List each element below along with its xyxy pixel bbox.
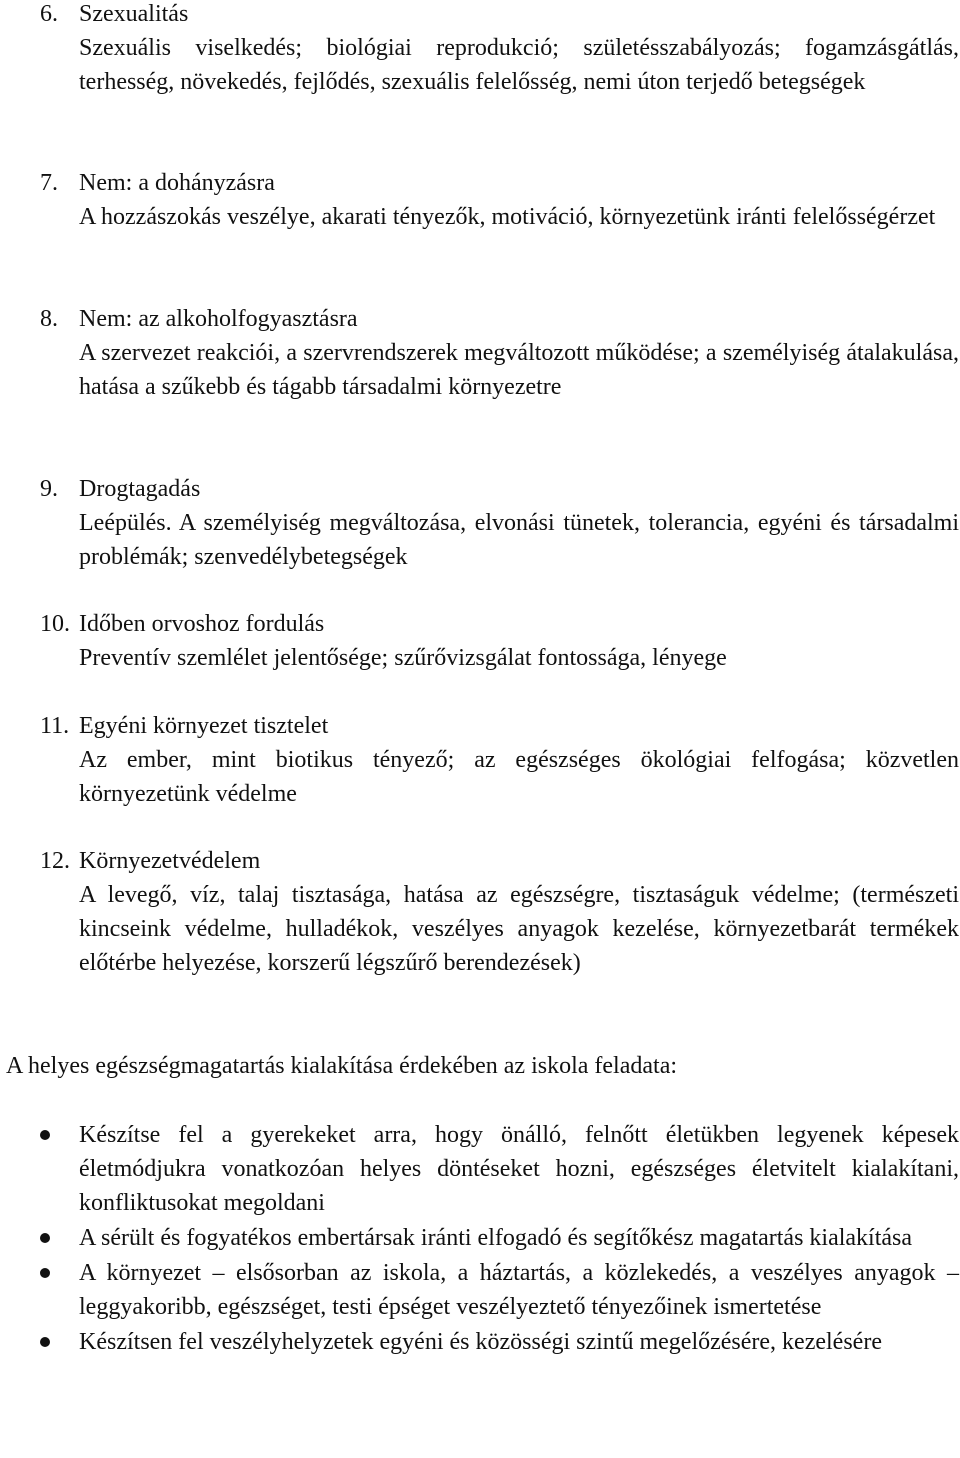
section-text: Leépülés. A személyiség megváltozása, elvonási tünetek, tolerancia, egyéni és társadalmi problémák; szenvedélybetegségek (79, 510, 959, 570)
section-text: Preventív szemlélet jelentősége; szűrővizsgálat fontossága, lényege (79, 645, 727, 671)
section-number: 11. (40, 713, 70, 739)
section-heading: Környezetvédelem (79, 848, 261, 874)
section-heading: Nem: a dohányzásra (79, 170, 275, 196)
section-heading: Drogtagadás (79, 476, 201, 502)
tasks-bullet-list (0, 1118, 960, 1359)
section-number: 10. (40, 611, 70, 637)
section-heading: Időben orvoshoz fordulás (79, 611, 325, 637)
section-text: A hozzászokás veszélye, akarati tényezők, motiváció, környezetünk iránti felelősségérzet (79, 204, 936, 230)
section-8 (0, 302, 960, 404)
section-text: Az ember, mint biotikus tényező; az egészséges ökológiai felfogása; közvetlen környezetünk védelme (79, 747, 959, 807)
section-12 (0, 844, 960, 980)
list-item (0, 1256, 960, 1324)
bullet-icon (40, 1337, 50, 1347)
bullet-icon (40, 1233, 50, 1243)
section-heading: Egyéni környezet tisztelet (79, 713, 329, 739)
section-number: 7. (40, 170, 58, 196)
section-11 (0, 709, 960, 811)
list-item (0, 1118, 960, 1220)
tasks-intro: A helyes egészségmagatartás kialakítása érdekében az iskola feladata: (6, 1053, 678, 1079)
section-7 (0, 166, 960, 234)
section-text: A szervezet reakciói, a szervrendszerek megváltozott működése; a személyiség átalakulása, hatása a szűkebb és tágabb társadalmi környezetre (79, 340, 959, 400)
list-item (0, 1325, 960, 1359)
section-6 (0, 0, 960, 99)
section-number: 12. (40, 848, 70, 874)
list-item-text: Készítse fel a gyerekeket arra, hogy önálló, felnőtt életükben legyenek képesek életmódjukra vonatkozóan helyes döntéseket hozni, egészséges életvitelt kialakítani, konfliktusokat megoldani (79, 1122, 959, 1216)
section-heading: Nem: az alkoholfogyasztásra (79, 306, 358, 332)
list-item-text: Készítsen fel veszélyhelyzetek egyéni és közösségi szintű megelőzésére, kezelésére (79, 1329, 882, 1355)
section-text: A levegő, víz, talaj tisztasága, hatása az egészségre, tisztaságuk védelme; (természeti kincseink védelme, hulladékok, veszélyes anyagok kezelése, környezetbarát termékek előtérbe helyezése, korszerű légszűrő berendezések) (79, 882, 959, 976)
list-item-text: A sérült és fogyatékos embertársak iránti elfogadó és segítőkész magatartás kialakítása (79, 1225, 913, 1251)
section-text: Szexuális viselkedés; biológiai reprodukció; születésszabályozás; fogamzásgátlás, terhesség, növekedés, fejlődés, szexuális felelősség, nemi úton terjedő betegségek (79, 35, 959, 95)
section-number: 6. (40, 1, 58, 27)
section-number: 8. (40, 306, 58, 332)
bullet-icon (40, 1130, 50, 1140)
section-9 (0, 472, 960, 574)
section-heading: Szexualitás (79, 1, 189, 27)
section-number: 9. (40, 476, 58, 502)
section-10 (0, 607, 960, 675)
list-item (0, 1221, 960, 1255)
list-item-text: A környezet – elsősorban az iskola, a háztartás, a közlekedés, a veszélyes anyagok – leggyakoribb, egészséget, testi épséget veszélyeztető tényezőinek ismertetése (79, 1260, 959, 1320)
bullet-icon (40, 1268, 50, 1278)
